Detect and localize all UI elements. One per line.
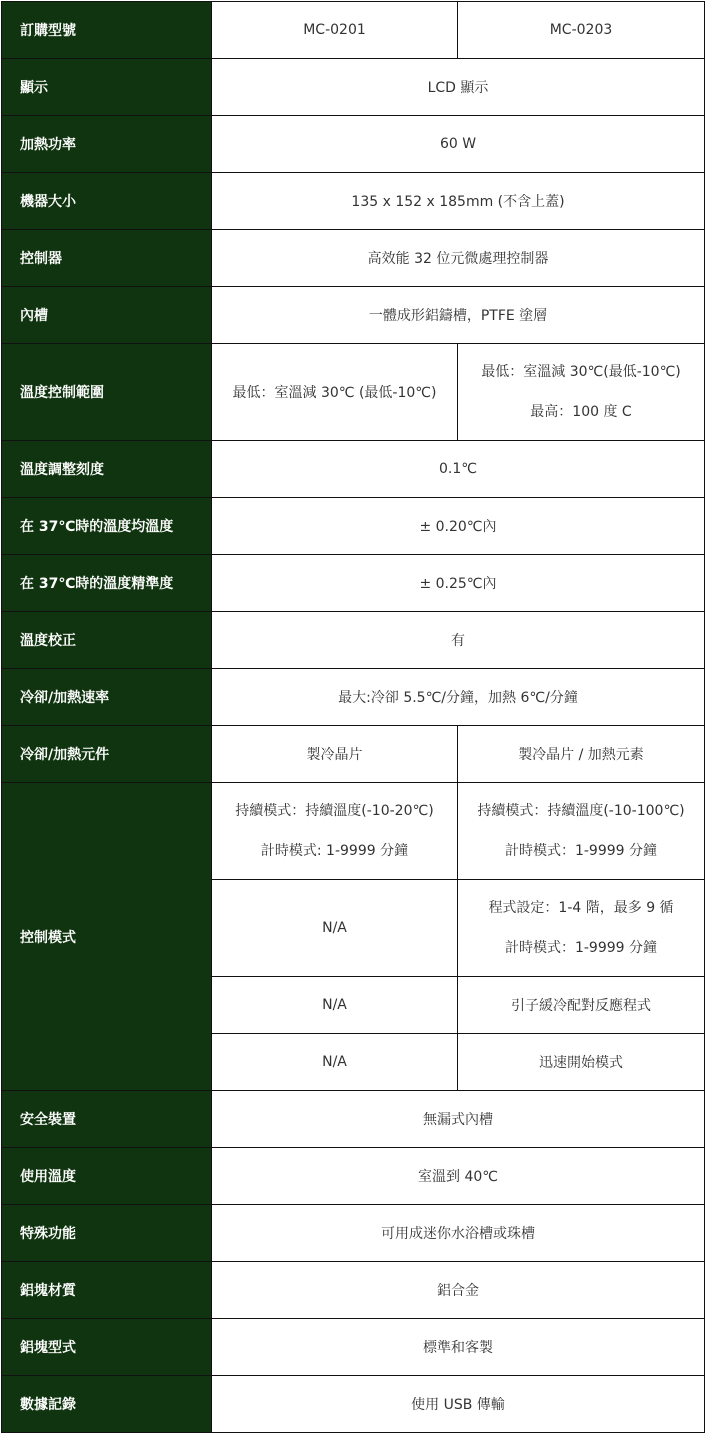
row-block-type [2,1319,705,1376]
row-label: 特殊功能 [2,1205,212,1262]
model-mc0203: MC-0203 [458,2,705,59]
row-label: 溫度校正 [2,612,212,669]
row-tank [2,287,705,344]
row-temp-step [2,441,705,498]
row-model [2,2,705,59]
row-calibration [2,612,705,669]
row-power [2,116,705,173]
row-label: 安全裝置 [2,1091,212,1148]
model-mc0201: MC-0201 [212,2,458,59]
row-value: 鋁合金 [212,1262,705,1319]
modes-mc0201-4: N/A [212,1034,458,1091]
row-label: 數據記錄 [2,1376,212,1433]
row-uniformity [2,498,705,555]
row-label: 冷卻/加熱速率 [2,669,212,726]
row-label: 在 37℃時的溫度均溫度 [2,498,212,555]
row-value: ± 0.20℃內 [212,498,705,555]
row-size [2,173,705,230]
row-label: 在 37℃時的溫度精準度 [2,555,212,612]
row-safety [2,1091,705,1148]
row-value: 室溫到 40℃ [212,1148,705,1205]
temp-range-mc0203 [458,344,705,441]
element-mc0203: 製冷晶片 / 加熱元素 [458,726,705,783]
temp-range-mc0201: 最低：室溫減 30℃ (最低-10℃) [212,344,458,441]
element-mc0201: 製冷晶片 [212,726,458,783]
row-value: 可用成迷你水浴槽或珠槽 [212,1205,705,1262]
row-value: 最大:冷卻 5.5℃/分鐘，加熱 6℃/分鐘 [212,669,705,726]
row-block-material [2,1262,705,1319]
row-label: 溫度控制範圍 [2,344,212,441]
row-special [2,1205,705,1262]
modes-mc0203-3: 引子緩冷配對反應程式 [458,977,705,1034]
row-label: 鋁塊材質 [2,1262,212,1319]
row-label: 鋁塊型式 [2,1319,212,1376]
row-value: 135 x 152 x 185mm (不含上蓋) [212,173,705,230]
row-modes-1 [2,783,705,880]
modes-mc0203-2 [458,880,705,977]
spacer [458,821,704,841]
row-data-log [2,1376,705,1433]
spacer [212,821,457,841]
row-display [2,59,705,116]
row-value: 使用 USB 傳輸 [212,1376,705,1433]
modes-mc0201-3: N/A [212,977,458,1034]
mode-line: 計時模式：1-9999 分鐘 [504,940,658,956]
temp-range-max: 最高：100 度 C [530,404,632,420]
row-label: 控制器 [2,230,212,287]
row-value: 標準和客製 [212,1319,705,1376]
row-label: 使用溫度 [2,1148,212,1205]
modes-mc0201-1 [212,783,458,880]
mode-line: 計時模式：1-9999 分鐘 [504,843,658,859]
spacer [458,918,704,938]
temp-range-min: 最低：室溫減 30℃(最低-10℃) [481,364,681,380]
row-label: 訂購型號 [2,2,212,59]
row-value: LCD 顯示 [212,59,705,116]
row-value: 高效能 32 位元微處理控制器 [212,230,705,287]
row-value: 一體成形鋁鑄槽，PTFE 塗層 [212,287,705,344]
modes-mc0201-2: N/A [212,880,458,977]
modes-mc0203-4: 迅速開始模式 [458,1034,705,1091]
row-value: 有 [212,612,705,669]
row-label: 控制模式 [2,783,212,1091]
row-label: 溫度調整刻度 [2,441,212,498]
row-value: 無漏式內槽 [212,1091,705,1148]
row-value: 0.1℃ [212,441,705,498]
row-label: 機器大小 [2,173,212,230]
mode-line: 持續模式：持續溫度(-10-20℃) [235,803,434,819]
row-label: 內槽 [2,287,212,344]
row-element [2,726,705,783]
mode-line: 程式設定：1-4 階，最多 9 循 [488,900,674,916]
spec-table [1,1,705,1433]
row-label: 加熱功率 [2,116,212,173]
row-accuracy [2,555,705,612]
mode-line: 計時模式: 1-9999 分鐘 [260,843,409,859]
row-use-temp [2,1148,705,1205]
row-label: 冷卻/加熱元件 [2,726,212,783]
row-value: 60 W [212,116,705,173]
row-rate [2,669,705,726]
row-label: 顯示 [2,59,212,116]
row-temp-range [2,344,705,441]
row-controller [2,230,705,287]
mode-line: 持續模式：持續溫度(-10-100℃) [477,803,685,819]
spacer [458,382,704,402]
row-value: ± 0.25℃內 [212,555,705,612]
modes-mc0203-1 [458,783,705,880]
